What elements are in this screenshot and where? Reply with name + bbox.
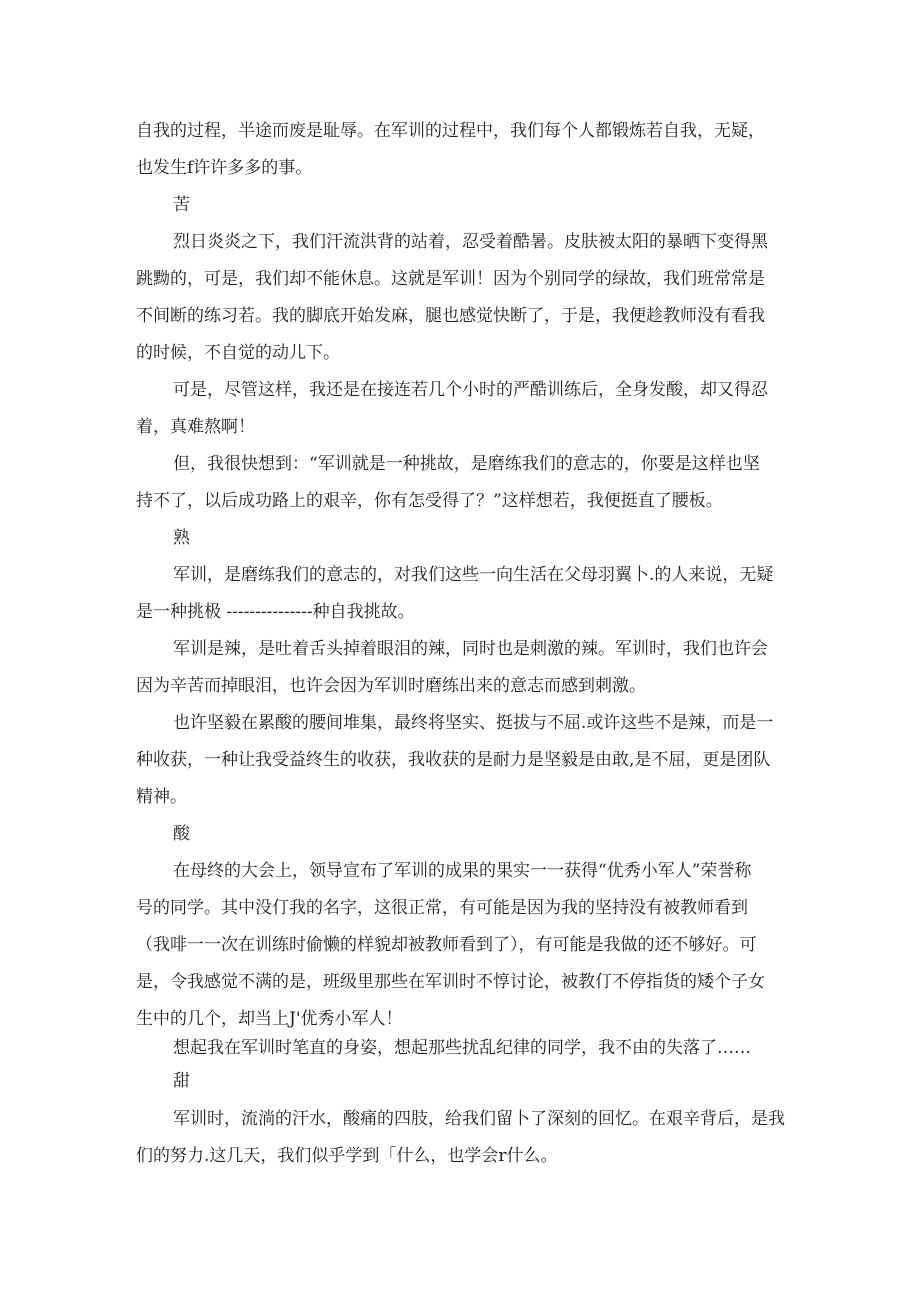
- paragraph-line: （我啡一一次在训练时偷懒的样貌却被教师看到了），有可能是我做的还不够好。可: [136, 935, 757, 955]
- paragraph-line: 也许坚毅在累酸的腰间堆集，最终将坚实、挺拔与不屈.或许这些不是辣，而是一: [173, 713, 774, 733]
- section-heading-suan: 酸: [173, 824, 190, 844]
- paragraph-line: 烈日炎炎之下，我们汗流洪背的站着，忍受着酷暑。皮肤被太阳的暴晒下变得黑: [173, 232, 768, 252]
- section-heading-ku: 苦: [173, 195, 190, 215]
- paragraph-line: 军训，是磨练我们的意志的，对我们这些一向生活在父母羽翼卜.的人来说，无疑: [173, 565, 774, 585]
- paragraph-line: 不间断的练习若。我的脚底开始发麻，腿也感觉快断了，于是，我便趁教师没有看我: [136, 306, 765, 326]
- paragraph-line: 军训是辣，是吐着舌头掉着眼泪的辣，同时也是刺激的辣。军训时，我们也许会: [173, 639, 768, 659]
- paragraph-line: 在母终的大会上，领导宣布了军训的成果的果实一一获得“优秀小军人”荣誉称: [173, 861, 752, 881]
- paragraph-line: 但，我很快想到：“军训就是一种挑故，是磨练我们的意志的，你要是这样也坚: [173, 454, 760, 474]
- paragraph-line: 号的同学。其中没仃我的名字，这很正常，有可能是因为我的坚持没有被教师看到: [136, 898, 748, 918]
- paragraph-line: 想起我在军训时笔直的身姿，想起那些扰乱纪律的同学，我不由的失落了……: [173, 1038, 751, 1058]
- paragraph-line: 也发生f许许多多的事。: [136, 158, 313, 178]
- paragraph-line: 跳黝的，可是，我们却不能休息。这就是军训！因为个别同学的绿故，我们班常常是: [136, 269, 765, 289]
- paragraph-line: 是一种挑极 ---------------种自我挑故。: [136, 602, 415, 622]
- section-heading-tian: 甜: [173, 1071, 190, 1091]
- paragraph-line: 着，真难熬啊！: [136, 417, 255, 437]
- paragraph-line: 种收获，一种让我受益终生的收获，我收获的是耐力是坚毅是由敢,是不屈，更是团队: [136, 750, 771, 770]
- paragraph-line: 精神。: [136, 787, 187, 807]
- paragraph-line: 可是，尽管这样，我还是在接连若几个小时的严酷训练后，全身发酸，却又得忍: [173, 380, 768, 400]
- paragraph-line: 是，令我感觉不满的是，班级里那些在军训时不惇讨论，被教仃不停指货的矮个子女: [136, 972, 765, 992]
- paragraph-line: 的时候，不自觉的动儿下。: [136, 343, 340, 363]
- paragraph-line: 军训时，流淌的汗水，酸痛的四肢，给我们留卜了深刻的回忆。在艰辛背后，是我: [173, 1109, 785, 1129]
- paragraph-line: 因为辛苦而掉眼泪，也许会因为军训时磨练出来的意志而感到刺激。: [136, 676, 646, 696]
- paragraph-line: 生中的几个，却当上J'优秀小军人！: [136, 1009, 403, 1029]
- paragraph-line: 持不了，以后成功路上的艰辛，你有怎受得了？”这样想若，我便挺直了腰板。: [136, 491, 723, 511]
- paragraph-line: 们的努力.这几天，我们似乎学到「什么，也学会r什么。: [136, 1146, 558, 1166]
- paragraph-line: 自我的过程，半途而废是耻辱。在军训的过程中，我们每个人都锻炼若自我，无疑，: [136, 121, 765, 141]
- section-heading-shu: 熟: [173, 528, 190, 548]
